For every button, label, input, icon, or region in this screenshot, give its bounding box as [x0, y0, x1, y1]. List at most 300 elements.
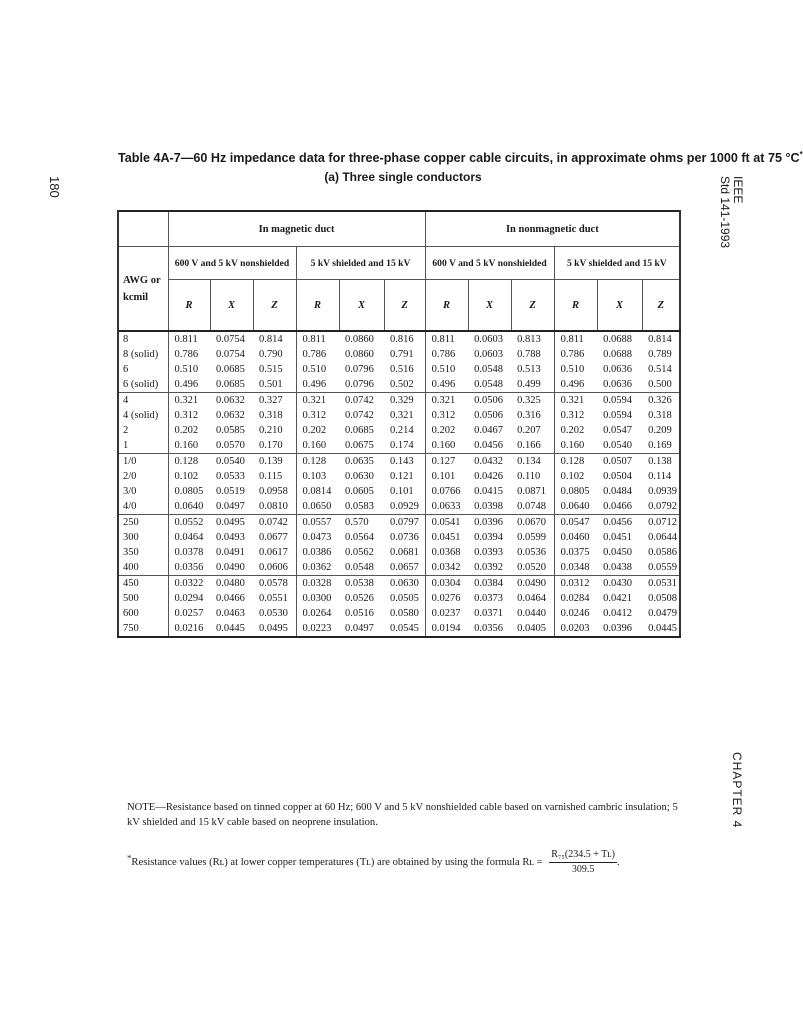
impedance-value: 0.0632 — [216, 395, 245, 406]
impedance-value: 0.0356 — [474, 623, 503, 634]
impedance-value: 0.318 — [259, 410, 283, 421]
impedance-value: 0.0393 — [474, 547, 503, 558]
value-cell — [554, 393, 597, 454]
impedance-value: 0.0264 — [302, 608, 332, 619]
impedance-value: 0.166 — [517, 440, 541, 451]
impedance-value: 0.0467 — [474, 425, 503, 436]
impedance-value: 0.791 — [390, 349, 414, 360]
value-cell — [253, 393, 296, 454]
value-cell — [210, 331, 253, 393]
value-cell — [210, 576, 253, 638]
value-cell — [339, 515, 384, 576]
value-cell — [425, 393, 468, 454]
impedance-value: 0.0570 — [216, 440, 245, 451]
value-cell — [339, 576, 384, 638]
value-cell — [468, 454, 511, 515]
header-awg-kcmil — [118, 247, 168, 332]
impedance-value: 0.0685 — [216, 379, 245, 390]
impedance-value: 0.0688 — [603, 334, 632, 345]
value-cell — [168, 331, 210, 393]
impedance-value: 0.110 — [517, 471, 541, 482]
chapter-label: CHAPTER 4 — [730, 752, 744, 829]
formula-numerator: R₇₅(234.5 + Tʟ) — [549, 848, 617, 863]
table-section-row — [118, 393, 680, 454]
conductor-size: 300 — [123, 532, 139, 543]
impedance-value: 0.0605 — [345, 486, 374, 497]
page-number: 180 — [47, 176, 62, 198]
header-x: X — [210, 280, 253, 332]
impedance-value: 0.0223 — [302, 623, 332, 634]
impedance-value: 0.500 — [648, 379, 672, 390]
impedance-value: 0.0456 — [603, 517, 632, 528]
impedance-value: 0.102 — [560, 471, 585, 482]
impedance-value: 0.0491 — [216, 547, 245, 558]
value-cell — [339, 393, 384, 454]
impedance-value: 0.0421 — [603, 593, 632, 604]
impedance-value: 0.0480 — [216, 578, 245, 589]
conductor-size: 450 — [123, 578, 139, 589]
impedance-value: 0.0506 — [474, 395, 503, 406]
value-cell — [296, 515, 339, 576]
impedance-value: 0.811 — [560, 334, 584, 345]
table-title — [118, 150, 803, 166]
impedance-value: 0.0276 — [431, 593, 461, 604]
impedance-value: 0.115 — [259, 471, 283, 482]
impedance-value: 0.202 — [174, 425, 199, 436]
value-cell — [296, 454, 339, 515]
value-cell — [597, 515, 642, 576]
value-cell — [253, 331, 296, 393]
impedance-value: 0.0493 — [216, 532, 245, 543]
impedance-value: 0.0548 — [474, 379, 503, 390]
header-mag-shielded: 5 kV shielded and 15 kV — [296, 247, 425, 280]
impedance-value: 0.0384 — [474, 578, 503, 589]
impedance-value: 0.321 — [390, 410, 414, 421]
value-cell — [642, 515, 680, 576]
impedance-value: 0.101 — [390, 486, 414, 497]
impedance-value: 0.0540 — [603, 440, 632, 451]
impedance-value: 0.128 — [560, 456, 585, 467]
impedance-value: 0.0766 — [431, 486, 461, 497]
impedance-value: 0.0685 — [345, 425, 374, 436]
impedance-value: 0.0312 — [560, 578, 590, 589]
impedance-value: 0.114 — [648, 471, 672, 482]
impedance-value: 0.786 — [174, 349, 199, 360]
impedance-value: 0.510 — [560, 364, 585, 375]
impedance-value: 0.312 — [302, 410, 327, 421]
impedance-value: 0.496 — [174, 379, 199, 390]
impedance-value: 0.0557 — [302, 517, 332, 528]
value-cell — [168, 576, 210, 638]
impedance-value: 0.0860 — [345, 349, 374, 360]
impedance-value: 0.0551 — [259, 593, 288, 604]
impedance-value: 0.0797 — [390, 517, 419, 528]
value-cell — [511, 454, 554, 515]
value-cell — [642, 331, 680, 393]
table-section-row — [118, 454, 680, 515]
impedance-value: 0.121 — [390, 471, 414, 482]
impedance-value: 0.0585 — [216, 425, 245, 436]
impedance-value: 0.312 — [560, 410, 585, 421]
conductor-size: 8 (solid) — [123, 349, 159, 360]
impedance-value: 0.0796 — [345, 364, 374, 375]
impedance-value: 0.0632 — [216, 410, 245, 421]
impedance-value: 0.0860 — [345, 334, 374, 345]
impedance-value: 0.0644 — [648, 532, 677, 543]
value-cell — [296, 331, 339, 393]
impedance-value: 0.0237 — [431, 608, 461, 619]
value-cell — [511, 393, 554, 454]
impedance-value: 0.0796 — [345, 379, 374, 390]
impedance-value: 0.312 — [174, 410, 199, 421]
impedance-value: 0.0473 — [302, 532, 332, 543]
impedance-value: 0.0451 — [603, 532, 632, 543]
impedance-value: 0.0599 — [517, 532, 546, 543]
value-cell — [253, 454, 296, 515]
impedance-value: 0.811 — [431, 334, 455, 345]
impedance-value: 0.0805 — [174, 486, 204, 497]
header-z: Z — [384, 280, 425, 332]
impedance-value: 0.0463 — [216, 608, 245, 619]
impedance-value: 0.103 — [302, 471, 327, 482]
formula — [522, 848, 619, 877]
impedance-value: 0.0635 — [345, 456, 374, 467]
impedance-value: 0.0246 — [560, 608, 590, 619]
table-section-row — [118, 515, 680, 576]
header-r: R — [425, 280, 468, 332]
value-cell — [554, 515, 597, 576]
impedance-value: 0.0396 — [474, 517, 503, 528]
value-cell — [511, 576, 554, 638]
impedance-value: 0.0562 — [345, 547, 374, 558]
impedance-value: 0.0742 — [345, 410, 374, 421]
value-cell — [296, 576, 339, 638]
impedance-value: 0.786 — [431, 349, 456, 360]
conductor-size: 750 — [123, 623, 139, 634]
impedance-value: 0.0685 — [216, 364, 245, 375]
footnote — [127, 848, 620, 877]
value-cell — [468, 576, 511, 638]
impedance-value: 0.0450 — [603, 547, 632, 558]
header-r: R — [168, 280, 210, 332]
impedance-value: 0.0736 — [390, 532, 419, 543]
conductor-size: 400 — [123, 562, 139, 573]
impedance-value: 0.321 — [174, 395, 199, 406]
impedance-value: 0.0203 — [560, 623, 590, 634]
impedance-value: 0.128 — [302, 456, 327, 467]
impedance-value: 0.0677 — [259, 532, 288, 543]
impedance-value: 0.0440 — [517, 608, 546, 619]
conductor-size: 2/0 — [123, 471, 137, 482]
impedance-value: 0.0497 — [345, 623, 374, 634]
value-cell — [642, 393, 680, 454]
impedance-value: 0.210 — [259, 425, 283, 436]
impedance-value: 0.0490 — [216, 562, 245, 573]
impedance-value: 0.0348 — [560, 562, 590, 573]
impedance-value: 0.0432 — [474, 456, 503, 467]
impedance-value: 0.0342 — [431, 562, 461, 573]
impedance-value: 0.0456 — [474, 440, 503, 451]
impedance-value: 0.0748 — [517, 501, 546, 512]
conductor-size: 2 — [123, 425, 129, 436]
impedance-value: 0.0630 — [345, 471, 374, 482]
value-cell — [384, 576, 425, 638]
impedance-value: 0.0508 — [648, 593, 677, 604]
impedance-value: 0.0552 — [174, 517, 204, 528]
impedance-value: 0.0657 — [390, 562, 419, 573]
header-x: X — [468, 280, 511, 332]
value-cell — [597, 576, 642, 638]
impedance-value: 0.0929 — [390, 501, 419, 512]
impedance-value: 0.0451 — [431, 532, 461, 543]
conductor-size: 1/0 — [123, 456, 137, 467]
impedance-value: 0.514 — [648, 364, 672, 375]
value-cell — [384, 331, 425, 393]
impedance-value: 0.202 — [431, 425, 456, 436]
value-cell — [168, 515, 210, 576]
impedance-value: 0.0300 — [302, 593, 332, 604]
impedance-value: 0.316 — [517, 410, 541, 421]
impedance-value: 0.513 — [517, 364, 541, 375]
value-cell — [468, 515, 511, 576]
impedance-value: 0.0583 — [345, 501, 374, 512]
conductor-size: 3/0 — [123, 486, 137, 497]
table-section-row — [118, 576, 680, 638]
conductor-size: 4/0 — [123, 501, 137, 512]
impedance-value: 0.160 — [431, 440, 456, 451]
impedance-value: 0.160 — [302, 440, 327, 451]
impedance-value: 0.0594 — [603, 395, 632, 406]
header-awg-line2: kcmil — [123, 291, 149, 303]
impedance-value: 0.321 — [302, 395, 327, 406]
impedance-value: 0.0466 — [216, 593, 245, 604]
formula-fraction — [549, 848, 617, 877]
impedance-value: 0.0466 — [603, 501, 632, 512]
impedance-value: 0.0504 — [603, 471, 632, 482]
impedance-value: 0.0805 — [560, 486, 590, 497]
size-cell — [118, 576, 168, 638]
impedance-value: 0.0540 — [216, 456, 245, 467]
impedance-value: 0.0617 — [259, 547, 288, 558]
formula-denominator: 309.5 — [571, 864, 595, 875]
impedance-value: 0.0586 — [648, 547, 677, 558]
header-z: Z — [642, 280, 680, 332]
impedance-value: 0.0328 — [302, 578, 332, 589]
table-title-text: Table 4A-7—60 Hz impedance data for three-phase copper cable circuits, in approximate ohms per 1000 ft at 75 °C — [118, 151, 800, 166]
impedance-value: 0.0356 — [174, 562, 204, 573]
impedance-value: 0.0670 — [517, 517, 546, 528]
impedance-value: 0.811 — [174, 334, 198, 345]
impedance-value: 0.0484 — [603, 486, 632, 497]
footnote-mark: * — [127, 852, 132, 863]
impedance-value: 0.0445 — [648, 623, 677, 634]
impedance-value: 0.0810 — [259, 501, 288, 512]
impedance-value: 0.0636 — [603, 364, 632, 375]
conductor-size: 350 — [123, 547, 139, 558]
impedance-value: 0.0675 — [345, 440, 374, 451]
impedance-value: 0.0368 — [431, 547, 461, 558]
table-section-row — [118, 331, 680, 393]
table-body — [118, 331, 680, 637]
header-r: R — [554, 280, 597, 332]
value-cell — [554, 454, 597, 515]
impedance-value: 0.0754 — [216, 334, 245, 345]
impedance-value: 0.102 — [174, 471, 199, 482]
impedance-value: 0.202 — [560, 425, 585, 436]
impedance-value: 0.0545 — [390, 623, 419, 634]
impedance-table — [117, 210, 681, 638]
impedance-value: 0.0636 — [603, 379, 632, 390]
impedance-value: 0.0378 — [174, 547, 204, 558]
impedance-value: 0.0438 — [603, 562, 632, 573]
impedance-value: 0.169 — [648, 440, 672, 451]
header-awg-line1: AWG or — [123, 274, 161, 286]
value-cell — [511, 331, 554, 393]
value-cell — [296, 393, 339, 454]
header-z: Z — [511, 280, 554, 332]
impedance-value: 0.0216 — [174, 623, 204, 634]
standard-label — [718, 176, 744, 248]
value-cell — [384, 515, 425, 576]
value-cell — [597, 454, 642, 515]
value-cell — [253, 515, 296, 576]
impedance-value: 0.0958 — [259, 486, 288, 497]
impedance-value: 0.0375 — [560, 547, 590, 558]
impedance-value: 0.0506 — [474, 410, 503, 421]
impedance-value: 0.496 — [302, 379, 327, 390]
impedance-value: 0.0526 — [345, 593, 374, 604]
impedance-value: 0.0754 — [216, 349, 245, 360]
impedance-value: 0.326 — [648, 395, 672, 406]
impedance-value: 0.814 — [259, 334, 283, 345]
impedance-value: 0.0392 — [474, 562, 503, 573]
formula-lhs: Rʟ = — [522, 856, 543, 868]
header-z: Z — [253, 280, 296, 332]
impedance-value: 0.0580 — [390, 608, 419, 619]
value-cell — [597, 331, 642, 393]
impedance-value: 0.811 — [302, 334, 326, 345]
header-mag-nonshielded: 600 V and 5 kV nonshielded — [168, 247, 296, 280]
value-cell — [642, 576, 680, 638]
value-cell — [511, 515, 554, 576]
impedance-value: 0.814 — [648, 334, 672, 345]
value-cell — [210, 454, 253, 515]
value-cell — [384, 454, 425, 515]
impedance-value: 0.138 — [648, 456, 672, 467]
impedance-value: 0.0681 — [390, 547, 419, 558]
impedance-value: 0.0578 — [259, 578, 288, 589]
value-cell — [168, 393, 210, 454]
impedance-value: 0.496 — [431, 379, 456, 390]
impedance-value: 0.515 — [259, 364, 283, 375]
impedance-value: 0.101 — [431, 471, 456, 482]
impedance-value: 0.0531 — [648, 578, 677, 589]
impedance-value: 0.0640 — [560, 501, 590, 512]
impedance-value: 0.0257 — [174, 608, 204, 619]
impedance-value: 0.816 — [390, 334, 414, 345]
impedance-value: 0.0792 — [648, 501, 677, 512]
impedance-value: 0.0394 — [474, 532, 503, 543]
conductor-size: 1 — [123, 440, 129, 451]
impedance-value: 0.0445 — [216, 623, 245, 634]
impedance-value: 0.790 — [259, 349, 283, 360]
size-cell — [118, 393, 168, 454]
impedance-value: 0.0650 — [302, 501, 332, 512]
impedance-value: 0.0464 — [174, 532, 204, 543]
impedance-value: 0.0460 — [560, 532, 590, 543]
value-cell — [468, 393, 511, 454]
impedance-value: 0.0603 — [474, 349, 503, 360]
value-cell — [339, 454, 384, 515]
impedance-value: 0.0516 — [345, 608, 374, 619]
impedance-value: 0.0479 — [648, 608, 677, 619]
impedance-value: 0.0538 — [345, 578, 374, 589]
value-cell — [339, 331, 384, 393]
impedance-value: 0.327 — [259, 395, 283, 406]
value-cell — [384, 393, 425, 454]
impedance-value: 0.170 — [259, 440, 283, 451]
impedance-value: 0.0495 — [216, 517, 245, 528]
impedance-value: 0.0814 — [302, 486, 332, 497]
impedance-value: 0.0939 — [648, 486, 677, 497]
impedance-value: 0.0412 — [603, 608, 632, 619]
impedance-value: 0.0633 — [431, 501, 461, 512]
impedance-value: 0.786 — [302, 349, 327, 360]
impedance-value: 0.0533 — [216, 471, 245, 482]
impedance-value: 0.139 — [259, 456, 283, 467]
impedance-value: 0.318 — [648, 410, 672, 421]
value-cell — [168, 454, 210, 515]
impedance-value: 0.0322 — [174, 578, 204, 589]
impedance-value: 0.0688 — [603, 349, 632, 360]
impedance-value: 0.0742 — [345, 395, 374, 406]
impedance-value: 0.0386 — [302, 547, 332, 558]
header-nonmag-nonshielded: 600 V and 5 kV nonshielded — [425, 247, 554, 280]
table-subtitle: (a) Three single conductors — [324, 170, 482, 184]
standard-number: Std 141-1993 — [718, 176, 732, 249]
conductor-size: 250 — [123, 517, 139, 528]
impedance-value: 0.0405 — [517, 623, 546, 634]
impedance-value: 0.0495 — [259, 623, 288, 634]
value-cell — [210, 393, 253, 454]
impedance-value: 0.0294 — [174, 593, 204, 604]
impedance-value: 0.786 — [560, 349, 585, 360]
impedance-value: 0.329 — [390, 395, 414, 406]
impedance-value: 0.0712 — [648, 517, 677, 528]
conductor-size: 6 — [123, 364, 129, 375]
impedance-value: 0.0398 — [474, 501, 503, 512]
corner-cell — [118, 211, 168, 247]
header-x: X — [339, 280, 384, 332]
formula-period: . — [616, 856, 620, 868]
impedance-value: 0.0362 — [302, 562, 332, 573]
impedance-value: 0.0505 — [390, 593, 419, 604]
impedance-value: 0.0430 — [603, 578, 632, 589]
impedance-value: 0.0742 — [259, 517, 288, 528]
impedance-value: 0.0194 — [431, 623, 461, 634]
impedance-value: 0.0497 — [216, 501, 245, 512]
header-magnetic-duct: In magnetic duct — [168, 211, 425, 247]
impedance-value: 0.0603 — [474, 334, 503, 345]
header-nonmag-shielded: 5 kV shielded and 15 kV — [554, 247, 680, 280]
impedance-value: 0.499 — [517, 379, 541, 390]
impedance-value: 0.202 — [302, 425, 327, 436]
footnote-text: Resistance values (Rʟ) at lower copper temperatures (Tʟ) are obtained by using the formula — [131, 856, 520, 868]
impedance-value: 0.321 — [560, 395, 585, 406]
impedance-value: 0.312 — [431, 410, 456, 421]
impedance-value: 0.570 — [345, 517, 369, 528]
header-x: X — [597, 280, 642, 332]
